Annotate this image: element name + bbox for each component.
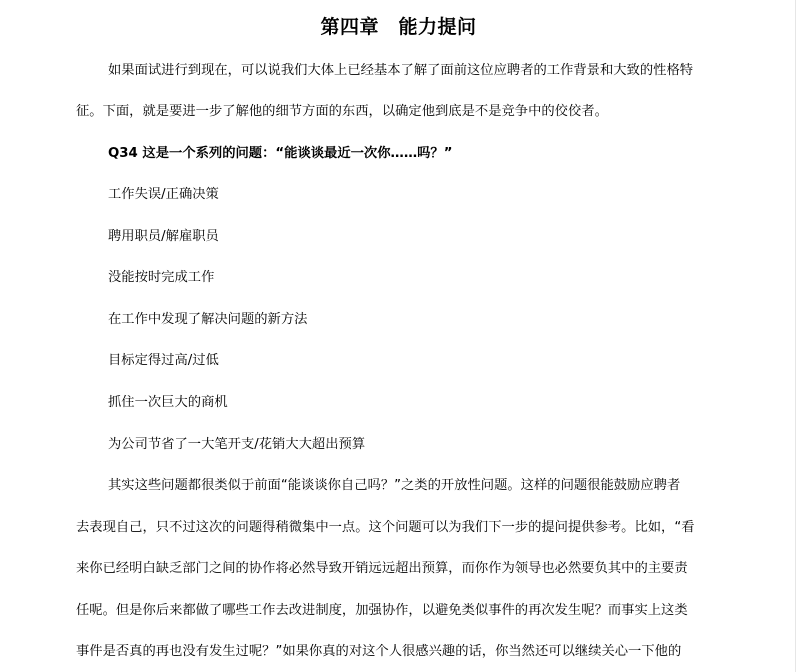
body-line-5: 事件是否真的再也没有发生过呢？”如果你真的对这个人很感兴趣的话，你当然还可以继续关心一下他的 — [76, 644, 682, 659]
body-line-4: 任呢。但是你后来都做了哪些工作去改进制度，加强协作，以避免类似事件的再次发生呢？而事实上这类 — [76, 603, 688, 618]
list-item: 抓住一次巨大的商机 — [108, 395, 228, 410]
list-item: 聘用职员/解雇职员 — [108, 229, 219, 244]
intro-line-1: 如果面试进行到现在，可以说我们大体上已经基本了解了面前这位应聘者的工作背景和大致的性格特 — [108, 63, 694, 78]
list-item: 在工作中发现了解决问题的新方法 — [108, 312, 308, 327]
body-line-2: 去表现自己，只不过这次的问题得稍微集中一点。这个问题可以为我们下一步的提问提供参考。比如，“看 — [76, 520, 695, 535]
chapter-title: 第四章 能力提问 — [320, 16, 477, 38]
list-item: 目标定得过高/过低 — [108, 353, 219, 368]
body-line-3: 来你已经明白缺乏部门之间的协作将必然导致开销远远超出预算，而你作为领导也必然要负其中的主要责 — [76, 561, 688, 576]
question-heading: Q34 这是一个系列的问题：“能谈谈最近一次你……吗？” — [108, 146, 453, 161]
body-line-1: 其实这些问题都很类似于前面“能谈谈你自己吗？”之类的开放性问题。这样的问题很能鼓励应聘者 — [108, 478, 681, 493]
page-edge — [795, 0, 796, 672]
list-item: 工作失误/正确决策 — [108, 187, 219, 202]
list-item: 没能按时完成工作 — [108, 270, 215, 285]
intro-line-2: 征。下面，就是要进一步了解他的细节方面的东西，以确定他到底是不是竞争中的佼佼者。 — [76, 104, 608, 119]
list-item: 为公司节省了一大笔开支/花销大大超出预算 — [108, 437, 366, 452]
